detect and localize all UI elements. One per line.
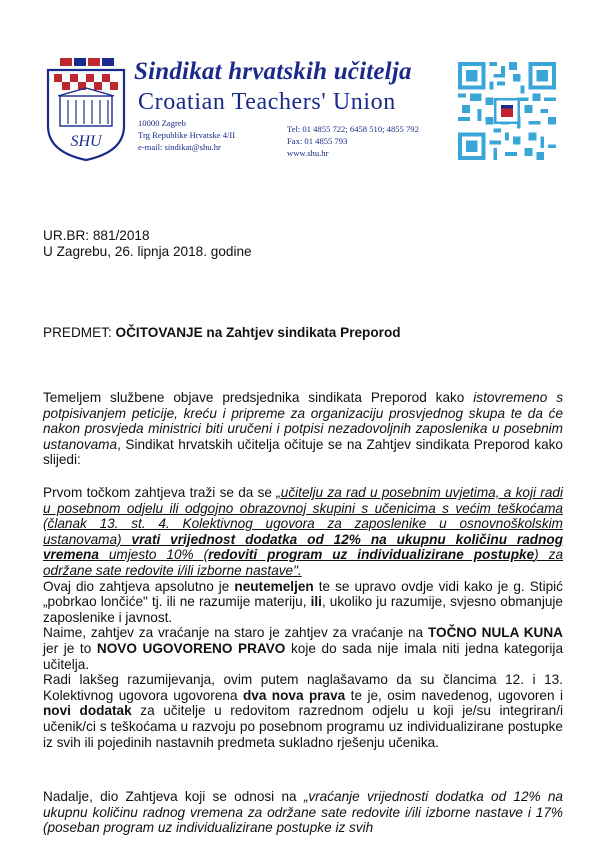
emphasis-run: novi dodatak bbox=[43, 703, 132, 719]
text-run: te je, osim navedenog, ugovoren i bbox=[345, 687, 563, 703]
reference-number: UR.BR: 881/2018 bbox=[43, 228, 150, 243]
email-link[interactable]: e-mail: sindikat@shu.hr bbox=[138, 142, 221, 152]
paragraph-intro bbox=[43, 390, 563, 468]
text-run: Radi lakšeg razumijevanja, ovim putem naglašavamo da su člancima 12. i 13. Kolektivnog ugovora ugovorena bbox=[43, 672, 563, 703]
text-run: Nadalje, dio Zahtjeva koji se odnosi na bbox=[43, 789, 304, 804]
paragraph-further bbox=[43, 789, 563, 836]
text-run: , Sindikat hrvatskih učitelja očituje se na Zahtjev sindikata Preporod kako slijedi: bbox=[43, 436, 563, 468]
emphasis-run: vrati vrijednost dodatka od 12% na ukupnu količinu radnog vremena bbox=[43, 531, 564, 563]
address-line: Trg Republike Hrvatske 4/II bbox=[138, 130, 236, 140]
reference-date: U Zagrebu, 26. lipnja 2018. godine bbox=[43, 243, 252, 259]
emphasis-run: TOČNO NULA KUNA bbox=[427, 625, 563, 641]
quote-run: ) za održane sate redovite i/ili izborne nastave". bbox=[43, 547, 564, 578]
text-run: za učitelje u redovitom razrednom odjelu u koji je/su integriran/i učenik/ci s teškoćama u razvoju po posebnom programu uz individualizirane postupke iz svih ili pojedinih nastavnih predmeta sukladno rješenju učenika. bbox=[43, 703, 563, 750]
emphasis-run: dva nova prava bbox=[242, 687, 346, 703]
subject-label: PREDMET: bbox=[43, 325, 116, 340]
union-logo bbox=[40, 56, 132, 164]
emphasis-run: neutemeljen bbox=[234, 578, 314, 594]
qr-code bbox=[458, 62, 556, 160]
text-run: koje do sada nije imala niti jedna kategorija učitelja. bbox=[43, 640, 564, 672]
website-link[interactable]: www.shu.hr bbox=[287, 148, 329, 158]
quote-run: istovremeno s potpisivanjem peticije, kreću i pripreme za organizaciju prosvjednog skupa te da će nakon prosvjeda ministrici biti uručeni i potpisi nezadovoljnih zaposlenika u posebnim ustanovama bbox=[43, 390, 563, 452]
text-run: te se upravo ovdje vidi kako je g. Stipić „pobrkao lončiće" tj. ili ne razumije materiju, bbox=[43, 578, 563, 610]
contact-phones bbox=[287, 123, 419, 159]
phone-line: Tel: 01 4855 722; 6458 510; 4855 792 bbox=[287, 124, 419, 134]
quote-run: „učitelju za rad u posebnim uvjetima, a koji radi u posebnom odjelu ili odgojno obrazovnoj skupini s učenicima s većim teškoćama (članak 13. st. 4. Kolektivnog ugovora za zaposlenike u osnovnoškolskim ustanovama) bbox=[43, 485, 563, 547]
text-run: Naime, zahtjev za vraćanje na staro je zahtjev za vraćanje na bbox=[43, 625, 428, 641]
reference-block bbox=[43, 228, 563, 259]
text-run: Ovaj dio zahtjeva apsolutno je bbox=[43, 578, 235, 594]
text-run: Temeljem službene objave predsjednika sindikata Preporod kako bbox=[43, 390, 474, 405]
emphasis-run: redoviti program uz individualizirane postupke bbox=[208, 547, 535, 563]
subject-line bbox=[43, 325, 563, 341]
text-run: Prvom točkom zahtjeva traži se da se bbox=[43, 485, 277, 500]
quote-run: „vraćanje vrijednosti dodatka od 12% na ukupnu količinu radnog vremena za održane sate redovite i/ili izborne nastave i 17% (poseban program uz individualizirane postupke iz svih bbox=[43, 789, 563, 836]
text-run: jer je to bbox=[43, 640, 97, 656]
emphasis-run: ili bbox=[310, 594, 322, 610]
fax-line: Fax: 01 4855 793 bbox=[287, 136, 348, 146]
address-line: 10000 Zagreb bbox=[138, 118, 186, 128]
org-name-english: Croatian Teachers' Union bbox=[138, 89, 396, 115]
svg-text:SHU: SHU bbox=[70, 133, 102, 150]
org-name-croatian: Sindikat hrvatskih učitelja bbox=[134, 58, 412, 85]
quote-run: umjesto 10% ( bbox=[98, 547, 209, 563]
contact-address bbox=[138, 117, 235, 153]
emphasis-run: NOVO UGOVORENO PRAVO bbox=[96, 640, 286, 656]
paragraph-first-demand bbox=[43, 485, 563, 750]
subject-title: OČITOVANJE na Zahtjev sindikata Preporod bbox=[115, 325, 401, 340]
text-run: , ukoliko ju razumije, svjesno obmanjuje zaposlenike i javnost. bbox=[43, 594, 563, 625]
